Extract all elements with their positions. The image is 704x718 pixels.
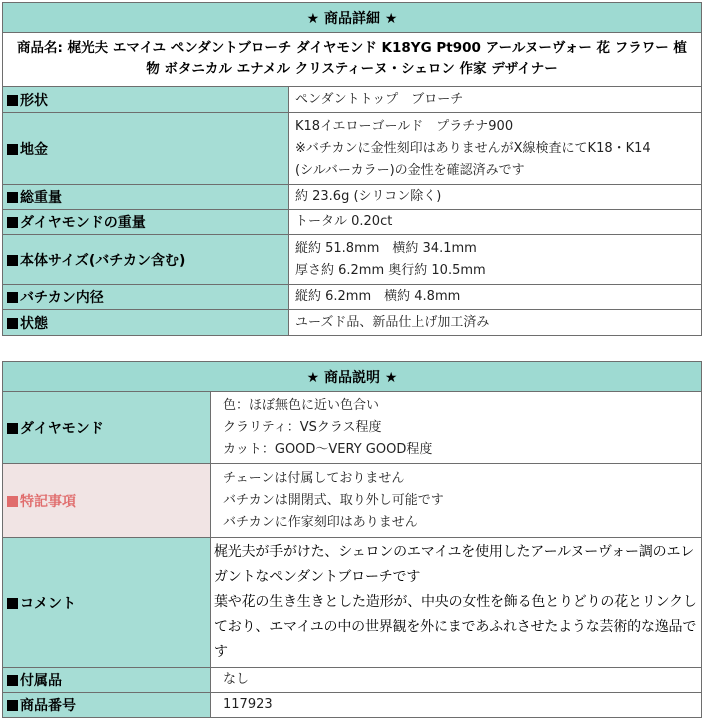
row-value: ユーズド品、新品仕上げ加工済み <box>289 310 702 336</box>
row-label: 総重量 <box>3 185 289 210</box>
row-value: ペンダントトップ ブローチ <box>289 87 702 113</box>
row-value: 縦約 51.8mm 横約 34.1mm 厚さ約 6.2mm 奥行約 10.5mm <box>289 235 702 285</box>
row-shape <box>3 87 702 113</box>
row-label: 本体サイズ(バチカン含む) <box>3 235 289 285</box>
row-total-weight <box>3 185 702 210</box>
product-details-table <box>2 2 702 336</box>
row-diamond-weight <box>3 210 702 235</box>
row-product-number <box>3 693 702 718</box>
row-bail-size <box>3 285 702 310</box>
row-value: なし <box>211 668 702 693</box>
bullet-square-icon <box>7 423 18 434</box>
bullet-square-icon <box>7 217 18 228</box>
row-value: 色：ほぼ無色に近い色合い クラリティ：VSクラス程度 カット：GOOD～VERY GOOD程度 <box>211 392 702 464</box>
row-diamond <box>3 392 702 464</box>
row-value: 縦約 6.2mm 横約 4.8mm <box>289 285 702 310</box>
row-value: 梶光夫が手がけた、シェロンのエマイユを使用したアールヌーヴォー調のエレガントなペンダントブローチです 葉や花の生き生きとした造形が、中央の女性を飾る色とりどりの花とリンクしており、エマイユの中の世界観を外にまであふれさせたような芸術的な逸品です <box>211 538 702 668</box>
description-header: ★ 商品説明 ★ <box>3 362 702 392</box>
row-label: ダイヤモンドの重量 <box>3 210 289 235</box>
row-label-highlight: 特記事項 <box>3 464 211 538</box>
bullet-square-icon <box>7 95 18 106</box>
row-condition <box>3 310 702 336</box>
row-value: 117923 <box>211 693 702 718</box>
row-label: 商品番号 <box>3 693 211 718</box>
row-label: 状態 <box>3 310 289 336</box>
bullet-square-icon <box>7 192 18 203</box>
row-label: コメント <box>3 538 211 668</box>
row-label: バチカン内径 <box>3 285 289 310</box>
product-name: 商品名: 梶光夫 エマイユ ペンダントブローチ ダイヤモンド K18YG Pt900 アールヌーヴォー 花 フラワー 植物 ボタニカル エナメル クリスティーヌ・シェロン 作家 デザイナー <box>3 33 702 87</box>
bullet-square-icon <box>7 292 18 303</box>
details-header: ★ 商品詳細 ★ <box>3 3 702 33</box>
row-label: 地金 <box>3 113 289 185</box>
bullet-square-icon <box>7 496 18 507</box>
bullet-square-icon <box>7 598 18 609</box>
row-notes <box>3 464 702 538</box>
row-value: トータル 0.20ct <box>289 210 702 235</box>
row-label: 形状 <box>3 87 289 113</box>
row-comment <box>3 538 702 668</box>
product-description-table <box>2 361 702 718</box>
row-value: 約 23.6g (シリコン除く) <box>289 185 702 210</box>
bullet-square-icon <box>7 255 18 266</box>
row-size <box>3 235 702 285</box>
row-metal <box>3 113 702 185</box>
bullet-square-icon <box>7 675 18 686</box>
bullet-square-icon <box>7 144 18 155</box>
row-label: ダイヤモンド <box>3 392 211 464</box>
row-accessories <box>3 668 702 693</box>
row-value: チェーンは付属しておりません バチカンは開閉式、取り外し可能です バチカンに作家刻印はありません <box>211 464 702 538</box>
bullet-square-icon <box>7 318 18 329</box>
row-value: K18イエローゴールド プラチナ900 ※バチカンに金性刻印はありませんがX線検査にてK18・K14 (シルバーカラー)の金性を確認済みです <box>289 113 702 185</box>
bullet-square-icon <box>7 700 18 711</box>
row-label: 付属品 <box>3 668 211 693</box>
